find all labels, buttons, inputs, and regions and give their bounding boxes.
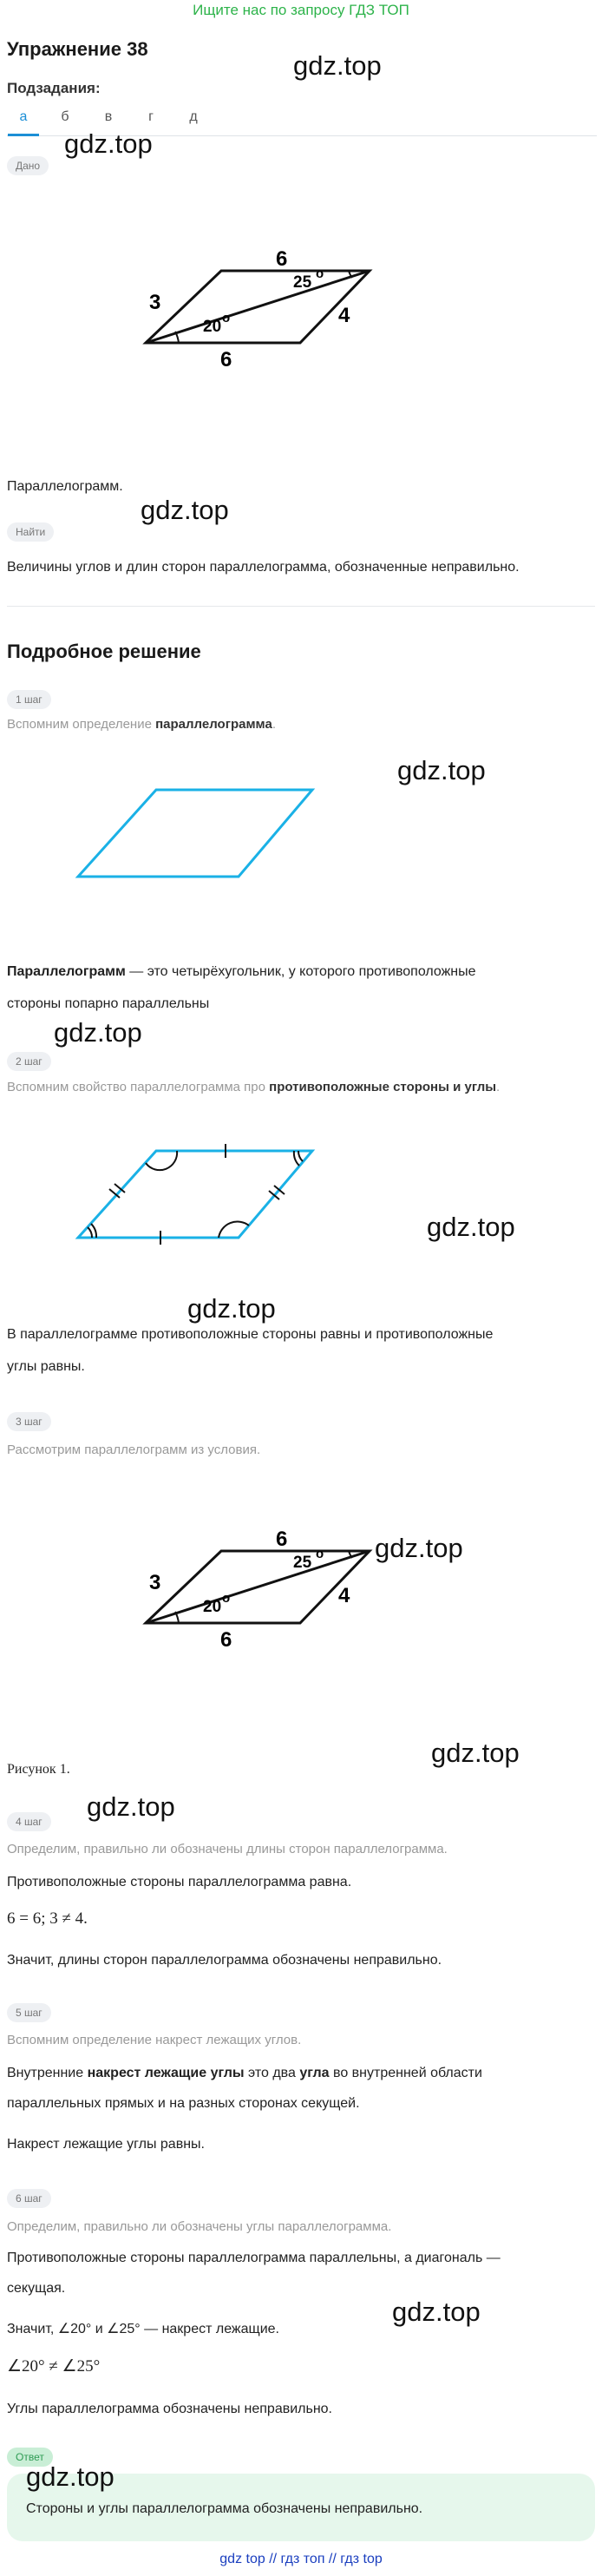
given-parallelogram-figure	[130, 234, 390, 373]
step-2-intro: Вспомним свойство параллелограмма про противоположные стороны и углы.	[7, 1080, 501, 1094]
degree-sign: o	[316, 1547, 324, 1561]
watermark: gdz.top	[397, 755, 486, 785]
solution-title: Подробное решение	[7, 641, 201, 662]
page-title: Упражнение 38	[7, 38, 148, 60]
watermark: gdz.top	[293, 50, 382, 81]
step-5-definition: Внутренние накрест лежащие углы это два угла во внутренней области	[7, 2066, 482, 2080]
step-4-formula: 6 = 6; 3 ≠ 4.	[7, 1909, 88, 1928]
degree-sign: o	[316, 266, 324, 281]
step-2-chip: 2 шаг	[7, 1052, 51, 1071]
side-top-label: 6	[276, 1528, 288, 1551]
step-6-text-2: Значит, ∠20° и ∠25° — накрест лежащие.	[7, 2322, 279, 2336]
angle-20-label: 20	[203, 1598, 222, 1616]
step-4-chip: 4 шаг	[7, 1812, 51, 1831]
figure-caption: Рисунок 1.	[7, 1762, 70, 1777]
promo-banner[interactable]: Ищите нас по запросу ГДЗ ТОП	[193, 2, 409, 18]
side-bottom-label: 6	[220, 1628, 232, 1652]
step-1-definition-line2: стороны попарно параллельны	[7, 996, 210, 1011]
watermark: gdz.top	[26, 2461, 115, 2492]
side-left-label: 3	[149, 291, 161, 314]
watermark: gdz.top	[187, 1293, 276, 1324]
angle-20-label: 20	[203, 318, 222, 336]
watermark: gdz.top	[392, 2297, 481, 2327]
watermark: gdz.top	[375, 1533, 463, 1563]
subtasks-label: Подзадания:	[7, 80, 101, 96]
step-4-intro: Определим, правильно ли обозначены длины сторон параллелограмма.	[7, 1842, 448, 1856]
step-2-text-2: углы равны.	[7, 1359, 85, 1374]
watermark: gdz.top	[427, 1212, 515, 1242]
side-right-label: 4	[338, 1584, 350, 1607]
find-chip: Найти	[7, 522, 54, 542]
watermark: gdz.top	[87, 1791, 175, 1822]
parallelogram-figure	[69, 781, 330, 885]
step-6-chip: 6 шаг	[7, 2189, 51, 2208]
watermark: gdz.top	[431, 1738, 520, 1768]
tab-v[interactable]: в	[104, 109, 113, 124]
step-5-intro: Вспомним определение накрест лежащих углов.	[7, 2033, 302, 2047]
answer-text: Стороны и углы параллелограмма обозначены неправильно.	[26, 2501, 423, 2516]
step-4-text-2: Значит, длины сторон параллелограмма обозначены неправильно.	[7, 1953, 442, 1968]
watermark: gdz.top	[54, 1017, 142, 1048]
step-1-chip: 1 шаг	[7, 690, 51, 709]
step-5-definition-line2: параллельных прямых и на разных сторонах секущей.	[7, 2096, 360, 2111]
step-4-text-1: Противоположные стороны параллелограмма равна.	[7, 1875, 352, 1889]
angle-25-label: 25	[293, 1554, 312, 1572]
step-2-text-1: В параллелограмме противоположные стороны равны и противоположные	[7, 1327, 494, 1342]
tab-b[interactable]: б	[61, 109, 69, 124]
footer-links[interactable]: gdz top // гдз топ // гдз top	[219, 2552, 383, 2566]
divider	[7, 606, 595, 607]
tab-d[interactable]: д	[189, 109, 198, 124]
step-6-text-1: Противоположные стороны параллелограмма параллельны, а диагональ —	[7, 2251, 501, 2265]
watermark: gdz.top	[141, 495, 229, 525]
given-caption: Параллелограмм.	[7, 479, 123, 494]
parallelogram-properties-figure	[69, 1142, 330, 1246]
step-6-text-1b: секущая.	[7, 2281, 66, 2296]
tab-a[interactable]: а	[13, 109, 34, 125]
side-right-label: 4	[338, 304, 350, 327]
given-chip: Дано	[7, 156, 49, 175]
find-text: Величины углов и длин сторон параллелограмма, обозначенные неправильно.	[7, 560, 520, 575]
step-3-intro: Рассмотрим параллелограмм из условия.	[7, 1442, 261, 1457]
side-top-label: 6	[276, 247, 288, 271]
step-5-chip: 5 шаг	[7, 2003, 51, 2022]
problem-parallelogram-figure	[130, 1515, 390, 1653]
angle-25-label: 25	[293, 273, 312, 292]
step-6-intro: Определим, правильно ли обозначены углы параллелограмма.	[7, 2219, 392, 2234]
step-1-intro: Вспомним определение параллелограмма.	[7, 717, 276, 732]
step-6-formula: ∠20° ≠ ∠25°	[7, 2357, 101, 2376]
answer-chip: Ответ	[7, 2448, 53, 2467]
degree-sign: o	[222, 1591, 231, 1606]
step-3-chip: 3 шаг	[7, 1412, 51, 1431]
watermark: gdz.top	[64, 128, 153, 159]
degree-sign: o	[222, 311, 231, 325]
step-1-definition: Параллелограмм — это четырёхугольник, у которого противоположные	[7, 964, 476, 979]
side-left-label: 3	[149, 1571, 161, 1594]
side-bottom-label: 6	[220, 348, 232, 371]
step-6-text-3: Углы параллелограмма обозначены неправильно.	[7, 2402, 332, 2416]
tab-g[interactable]: г	[148, 109, 154, 124]
step-5-text-3: Накрест лежащие углы равны.	[7, 2137, 205, 2152]
